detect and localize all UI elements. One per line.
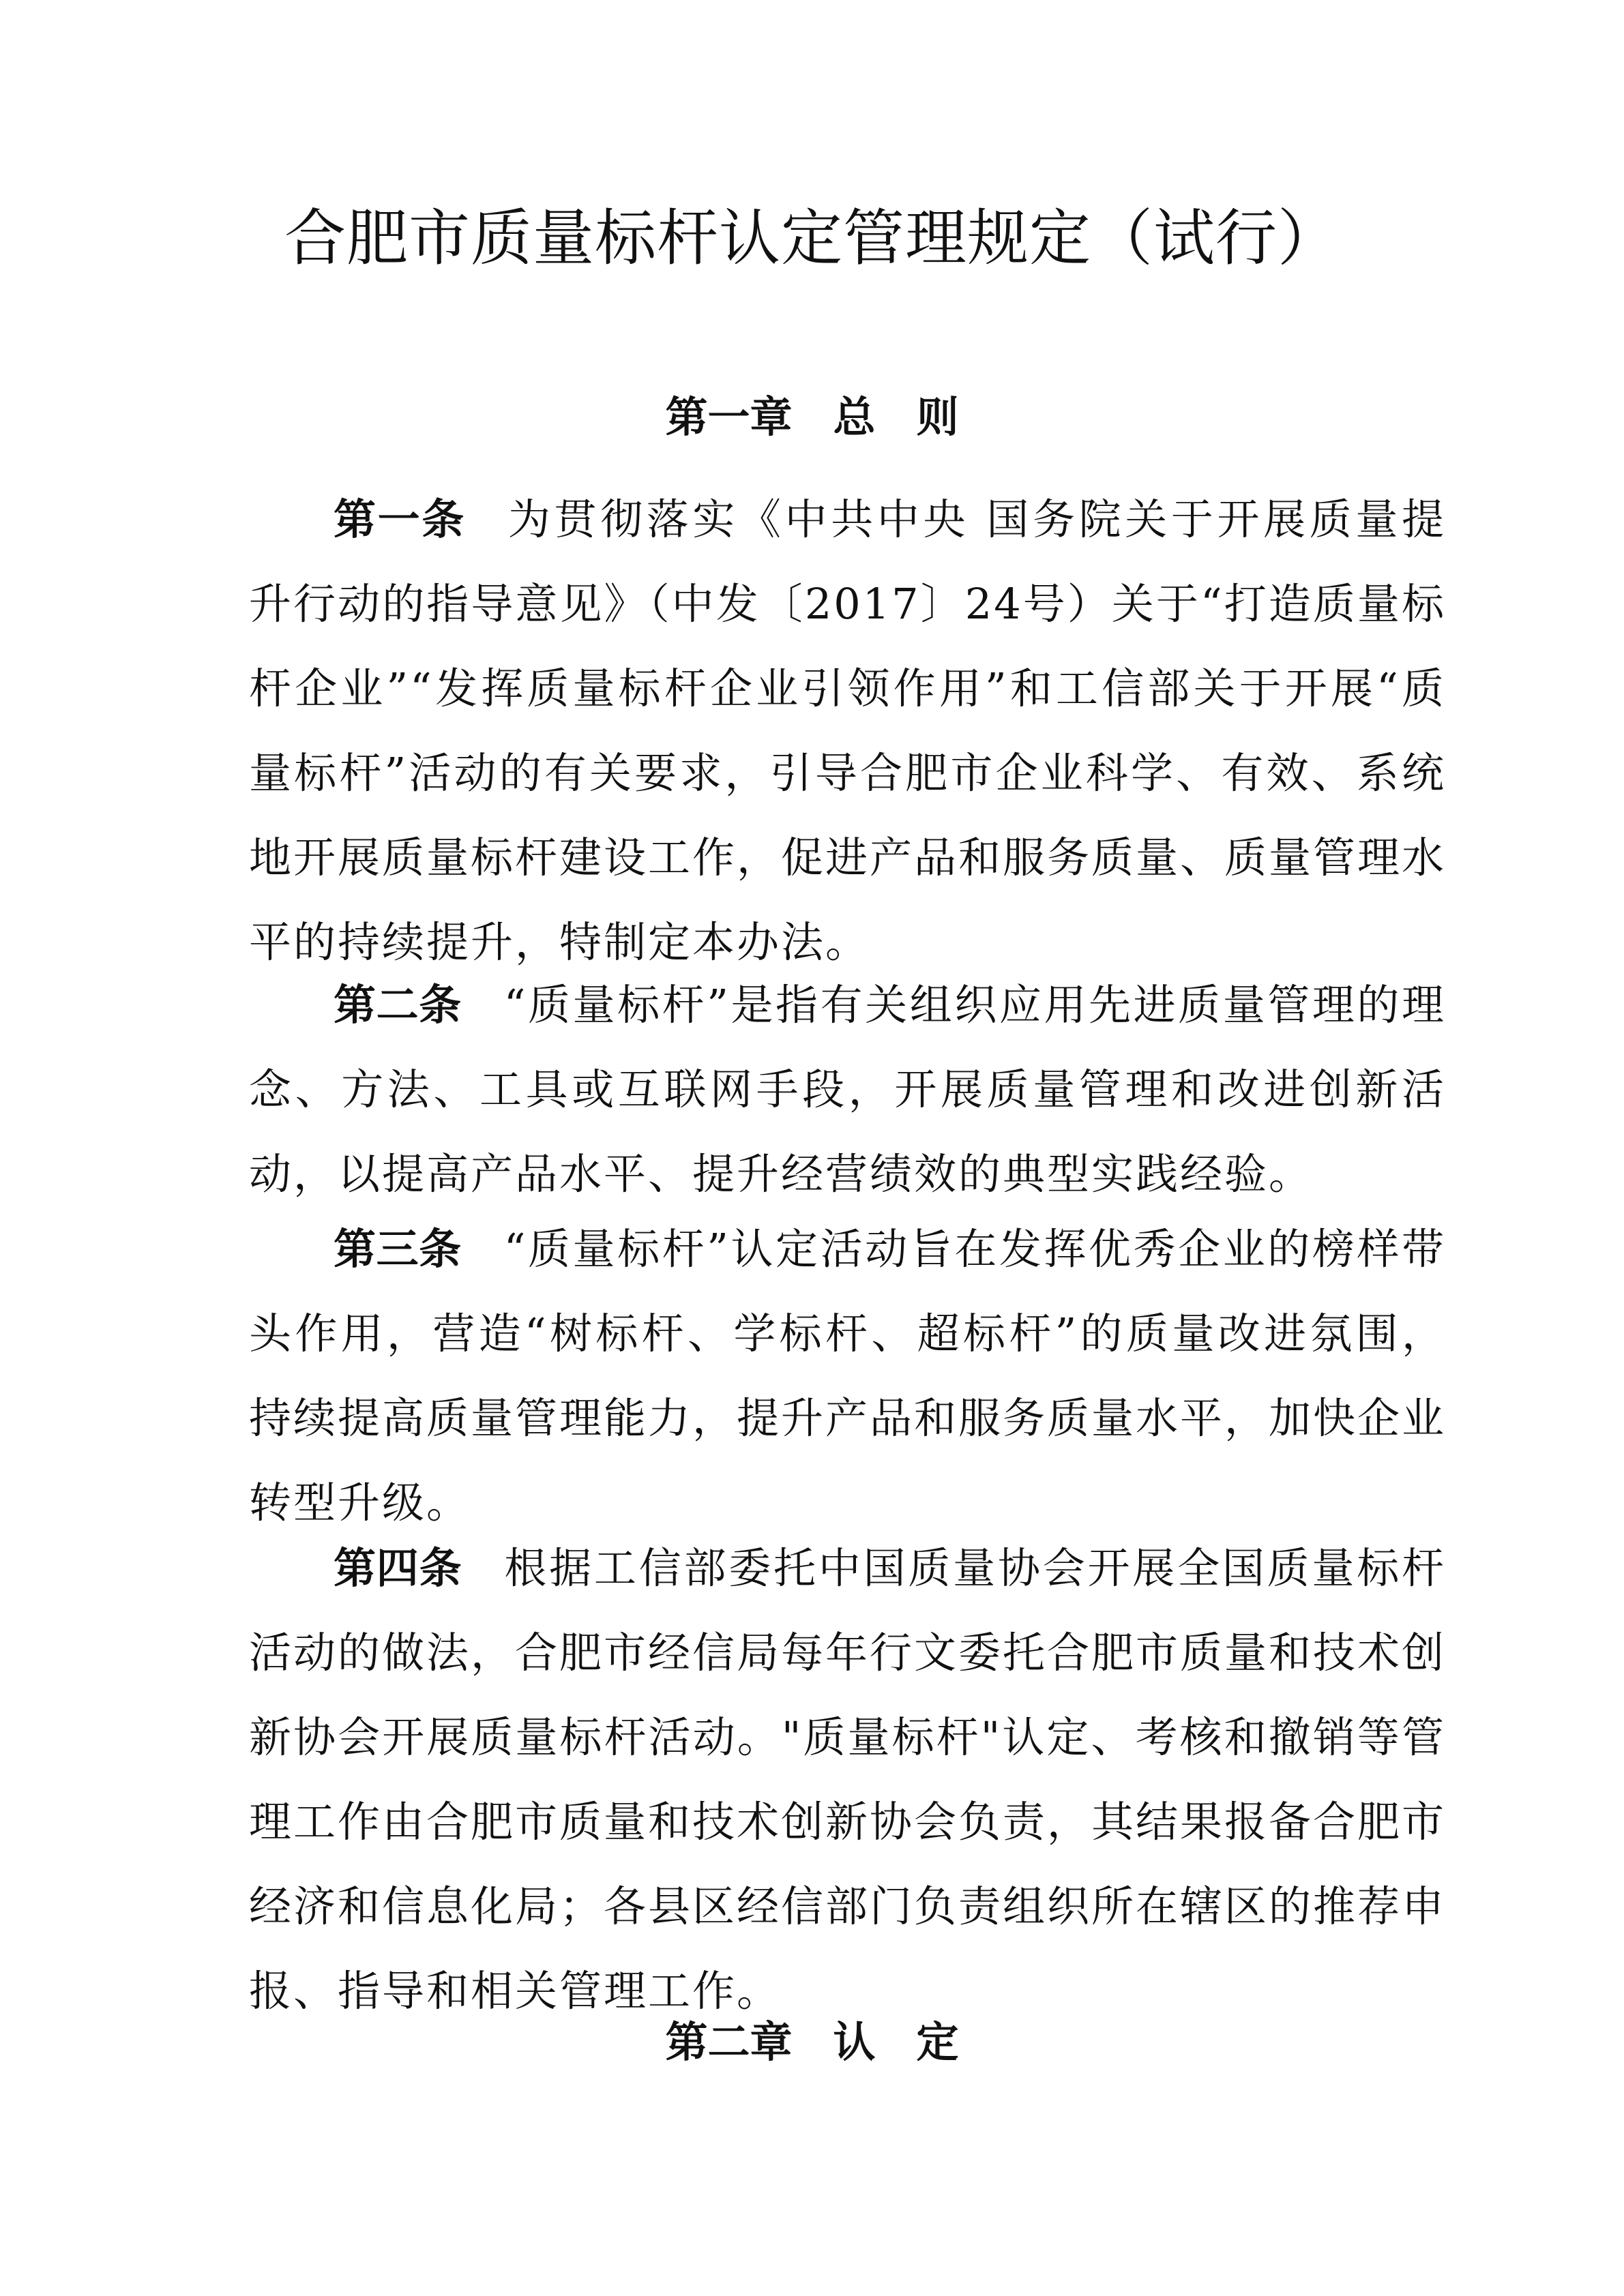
chapter-1-name-b: 则: [916, 392, 959, 442]
document-title: 合肥市质量标杆认定管理规定（试行）: [284, 203, 1340, 274]
article-3: [249, 1207, 1446, 1545]
article-4-label: 第四条: [334, 1543, 462, 1593]
chapter-1-number: 第一章: [665, 392, 793, 442]
chapter-2-number: 第二章: [665, 2017, 793, 2067]
article-4: [249, 1526, 1446, 2033]
chapter-2-name-a: 认: [833, 2017, 876, 2067]
article-4-text: 根据工信部委托中国质量协会开展全国质量标杆活动的做法，合肥市经信局每年行文委托合肥市质量和技术创新协会开展质量标杆活动。"质量标杆"认定、考核和撤销等管理工作由合肥市质量和技术创新协会负责，其结果报备合肥市经济和信息化局；各县区经信部门负责组织所在辖区的推荐申报、指导和相关管理工作。: [249, 1543, 1447, 2016]
article-3-label: 第三条: [334, 1224, 462, 1274]
article-3-text: “质量标杆”认定活动旨在发挥优秀企业的榜样带头作用，营造“树标杆、学标杆、超标杆”的质量改进氛围，持续提高质量管理能力，提升产品和服务质量水平，加快企业转型升级。: [249, 1224, 1447, 1527]
article-2-label: 第二条: [334, 980, 462, 1030]
chapter-2-name-b: 定: [916, 2017, 959, 2067]
chapter-1-name-a: 总: [833, 392, 876, 442]
chapter-2-heading: [0, 2008, 1624, 2076]
article-1: [249, 477, 1446, 985]
article-2: [249, 963, 1446, 1217]
article-1-text: 为贯彻落实《中共中央 国务院关于开展质量提升行动的指导意见》（中发〔2017〕24号）关于“打造质量标杆企业”“发挥质量标杆企业引领作用”和工信部关于开展“质量标杆”活动的有关要求，引导合肥市企业科学、有效、系统地开展质量标杆建设工作，促进产品和服务质量、质量管理水平的持续提升，特制定本办法。: [249, 494, 1447, 967]
article-2-text: “质量标杆”是指有关组织应用先进质量管理的理念、方法、工具或互联网手段，开展质量管理和改进创新活动，以提高产品水平、提升经营绩效的典型实践经验。: [249, 980, 1446, 1199]
article-1-label: 第一条: [334, 494, 466, 544]
chapter-1-heading: [0, 383, 1624, 451]
